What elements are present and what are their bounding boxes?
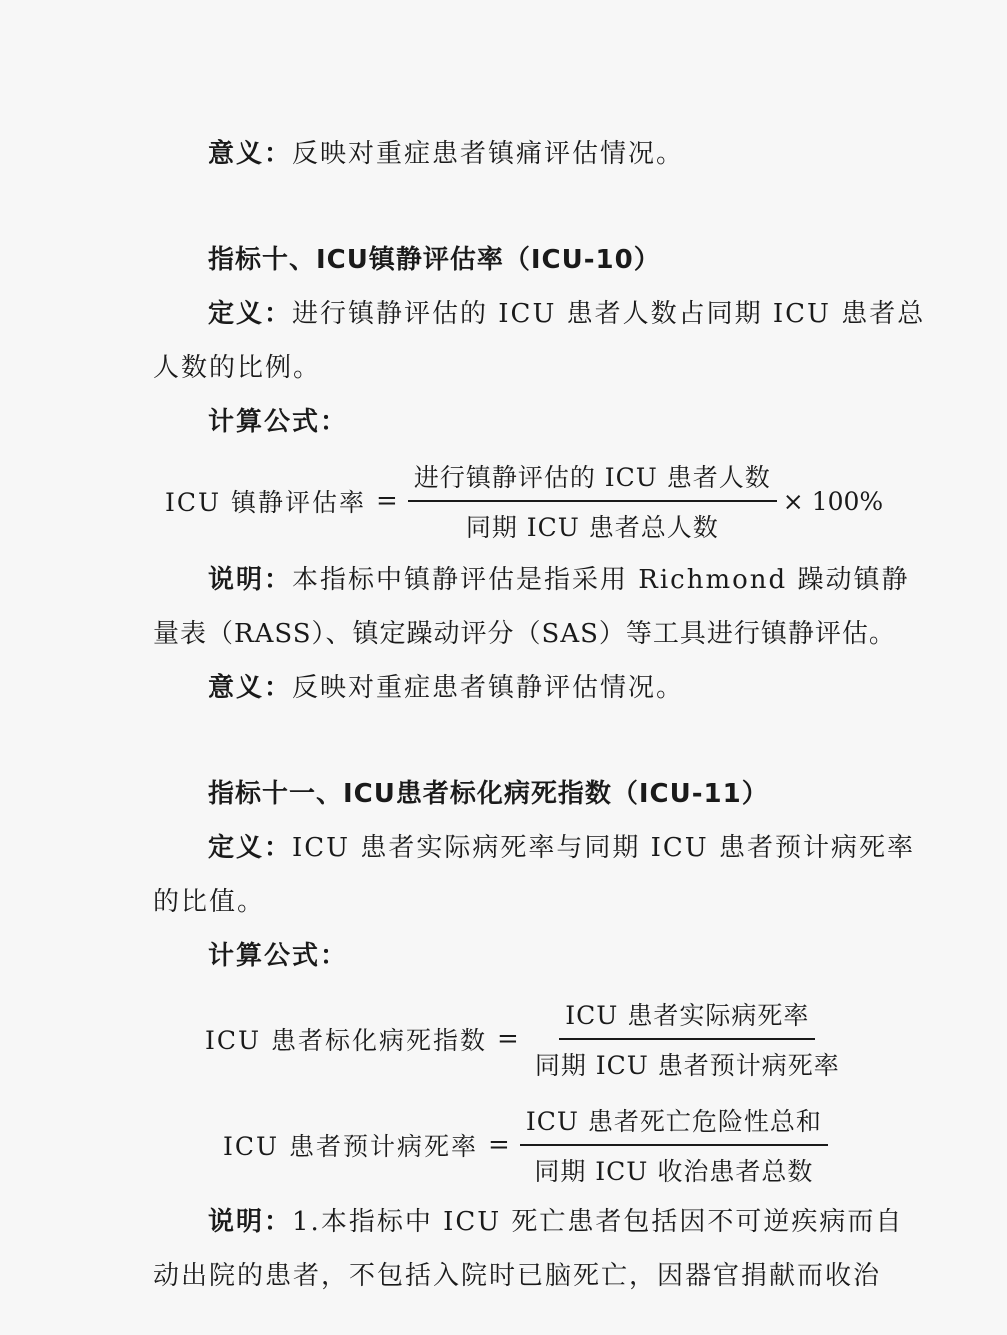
fraction-denominator: 同期 ICU 患者预计病死率 [534, 1051, 840, 1080]
equals-sign: = [488, 1130, 510, 1160]
formula-lhs: ICU 患者预计病死率 [223, 1132, 479, 1161]
formula-lhs: ICU 患者标化病死指数 [205, 1026, 488, 1055]
note-text: 本指标中镇静评估是指采用 Richmond 躁动镇静 [292, 565, 910, 595]
definition-text: 进行镇静评估的 ICU 患者人数占同期 ICU 患者总 [292, 299, 926, 329]
formula-icu-sedation-rate [165, 458, 883, 544]
formula-predicted-mortality-rate [223, 1102, 828, 1188]
definition-line-10 [208, 296, 925, 332]
fraction-numerator: ICU 患者实际病死率 [559, 996, 815, 1040]
fraction [520, 1102, 828, 1188]
fraction-numerator: 进行镇静评估的 ICU 患者人数 [408, 458, 777, 502]
definition-label: 定义： [208, 833, 293, 863]
significance-label: 意义： [208, 139, 293, 169]
equals-sign: = [497, 1024, 519, 1054]
significance-label: 意义： [208, 673, 293, 703]
equals-sign: = [376, 486, 398, 516]
definition-line-11 [208, 830, 915, 866]
significance-text: 反映对重症患者镇痛评估情况。 [292, 139, 685, 169]
note-continuation-10: 量表（RASS）、镇定躁动评分（SAS）等工具进行镇静评估。 [153, 619, 896, 649]
fraction-numerator: ICU 患者死亡危险性总和 [520, 1102, 828, 1146]
note-line-10 [208, 562, 909, 598]
fraction-denominator: 同期 ICU 收治患者总数 [534, 1157, 814, 1186]
note-text: 1.本指标中 ICU 死亡患者包括因不可逆疾病而自 [292, 1207, 904, 1237]
fraction [529, 996, 846, 1082]
definition-continuation-10: 人数的比例。 [153, 353, 322, 383]
multiplier: × 100% [782, 486, 884, 516]
fraction [408, 458, 777, 544]
formula-lhs: ICU 镇静评估率 [165, 488, 367, 517]
note-label: 说明： [208, 565, 293, 595]
indicator-10-heading: 指标十、ICU镇静评估率（ICU-10） [208, 245, 661, 275]
significance-line-9 [208, 136, 684, 172]
note-line-11 [208, 1204, 903, 1240]
definition-continuation-11: 的比值。 [153, 887, 266, 917]
definition-text: ICU 患者实际病死率与同期 ICU 患者预计病死率 [292, 833, 915, 863]
formula-label-10: 计算公式： [208, 407, 349, 437]
significance-text: 反映对重症患者镇静评估情况。 [292, 673, 685, 703]
significance-line-10 [208, 670, 684, 706]
indicator-11-heading: 指标十一、ICU患者标化病死指数（ICU-11） [208, 779, 769, 809]
fraction-denominator: 同期 ICU 患者总人数 [465, 513, 719, 542]
note-label: 说明： [208, 1207, 293, 1237]
note-continuation-11: 动出院的患者，不包括入院时已脑死亡，因器官捐献而收治 [153, 1261, 882, 1291]
definition-label: 定义： [208, 299, 293, 329]
formula-standardized-mortality-index [205, 996, 846, 1082]
formula-label-11: 计算公式： [208, 941, 349, 971]
